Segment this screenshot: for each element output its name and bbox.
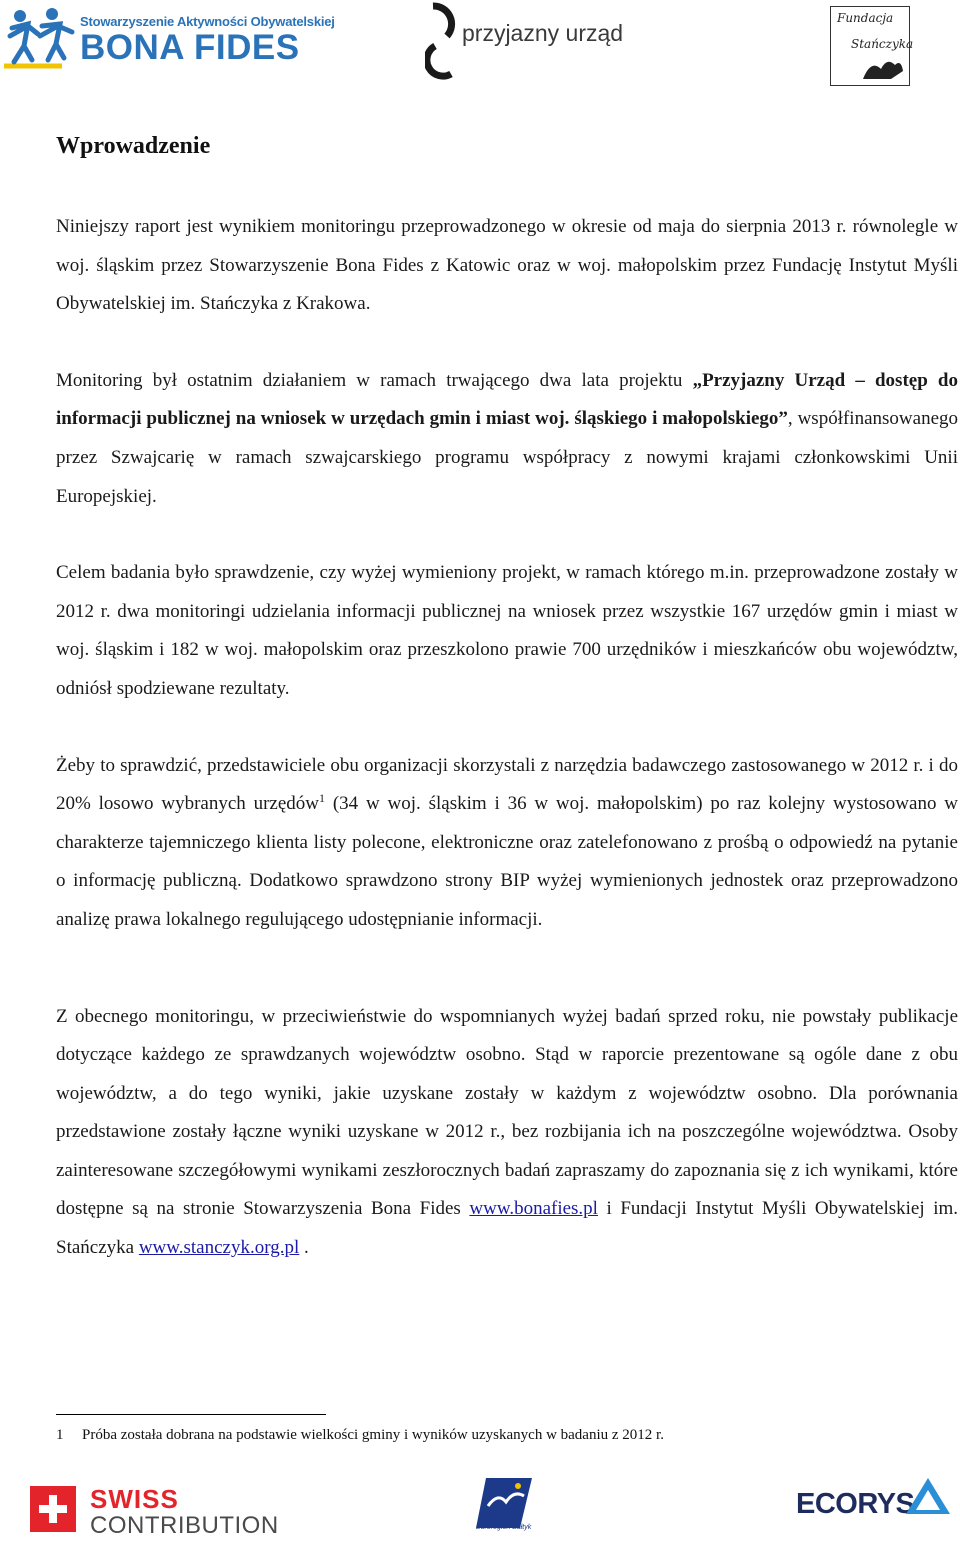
page-title: Wprowadzenie: [56, 133, 211, 159]
paragraph-2-text-b: , współfinansowanego przez Szwajcarię w ramach szwajcarskiego programu współpracy z nowymi krajami członkowskimi Unii Europejskiej.: [56, 408, 959, 507]
paragraph-5-text-a: Z obecnego monitoringu, w przeciwieństwie do wspomnianych wyżej badań sprzed roku, nie powstały publikacje dotyczące każdego ze sprawdzanych województw osobno. Stąd w raporcie prezentowane są ogóle dane z obu województw, a do tego wyniki, jakie uzyskane zostały w każdym z województw osobno. Dla porównania przedstawione zostały łączne wyniki uzyskane w 2012 r., bez rozbijania ich na poszczególne województwa. Osoby zainteresowane szczegółowymi wynikami zeszłorocznych badań zapraszamy do zapoznania się z ich wynikami, które dostępne są na stronie Stowarzyszenia Bona Fides: [56, 1005, 958, 1220]
euroregion-label: Euroregion Bałtyk: [476, 1524, 532, 1531]
document-body: [56, 130, 958, 1268]
paragraph-5: [56, 998, 958, 1268]
ecorys-logo: ECORYS: [796, 1488, 915, 1520]
stanczyk-link[interactable]: www.stanczyk.org.pl: [138, 1237, 300, 1259]
footnote-text: Próba została dobrana na podstawie wielkości gminy i wyników uzyskanych w badaniu z 2012 r.: [82, 1427, 664, 1443]
page-footer: [0, 1460, 960, 1549]
paragraph-4-text-a: Żeby to sprawdzić, przedstawiciele obu organizacji skorzystali z narzędzia badawczego zastosowanego w 2012 r. i do 20% losowo wybranych urzędów: [56, 754, 958, 815]
ecorys-triangle-icon: [904, 1476, 952, 1516]
jester-figure-icon: [861, 55, 905, 83]
paragraph-1: Niniejszy raport jest wynikiem monitoringu przeprowadzonego w okresie od maja do sierpnia 2013 r. równolegle w woj. śląskim przez Stowarzyszenie Bona Fides z Katowic oraz w woj. małopolskim przez Fundację Instytut Myśli Obywatelskiej im. Stańczyka z Krakowa.: [56, 216, 958, 315]
paragraph-4-text-b: (34 w woj. śląskim i 36 w woj. małopolskim) po raz kolejny wystosowano w charakterze tajemniczego klienta listy polecone, elektroniczne oraz zatelefonowano z prośbą o odpowiedź na pytanie o informację publiczną. Dodatkowo sprawdzono strony BIP wyżej wymienionych jednostek oraz przeprowadzono analizę prawa lokalnego regulującego udostępnianie informacji.: [56, 793, 958, 930]
paragraph-2-text-a: Monitoring był ostatnim działaniem w ramach trwającego dwa lata projektu: [56, 369, 693, 391]
paragraph-5-text-c: .: [299, 1237, 309, 1259]
fundacja-line1: Fundacja: [837, 11, 894, 25]
swiss-line2: CONTRIBUTION: [90, 1512, 279, 1539]
przyjazny-urzad-logo: [425, 0, 635, 80]
bonafides-link[interactable]: www.bonafies.pl: [469, 1198, 598, 1220]
footnote-separator: [56, 1414, 326, 1415]
project-name: „Przyjazny Urząd – dostęp do informacji publicznej na wniosek w urzędach gmin i miast woj. śląskiego i małopolskiego”: [56, 369, 958, 430]
footnote: [56, 1427, 664, 1444]
bona-fides-name: BONA FIDES: [80, 28, 300, 67]
paragraph-2: [56, 362, 958, 516]
swiss-contribution-logo: [30, 1474, 290, 1539]
bona-fides-figures-icon: [2, 6, 78, 70]
swiss-flag-icon: [30, 1486, 76, 1532]
paragraph-4: [56, 747, 958, 940]
fundacja-stanczyka-logo: [830, 6, 914, 86]
bona-fides-tagline: Stowarzyszenie Aktywności Obywatelskiej: [80, 14, 335, 29]
paragraph-3: Celem badania było sprawdzenie, czy wyżej wymieniony projekt, w ramach którego m.in. przeprowadzone zostały w 2012 r. dwa monitoringi udzielania informacji publicznej na wniosek przez wszystkie 167 urzędów gmin i miast w woj. śląskim i 182 w woj. małopolskim oraz przeszkolono prawie 700 urzędników i mieszkańców obu województw, odniósł spodziewane rezultaty.: [56, 562, 958, 699]
swiss-line1: SWISS: [90, 1484, 179, 1514]
page-header: [0, 0, 960, 100]
fundacja-line2: Stańczyka: [851, 37, 914, 51]
przyjazny-urzad-name: przyjazny urząd: [462, 20, 624, 46]
paragraph-5-text-b: i Fundacji Instytut Myśli Obywatelskiej im. Stańczyka: [56, 1198, 959, 1259]
bona-fides-logo: [0, 2, 335, 72]
przyjazny-urzad-mark-icon: [425, 0, 465, 80]
footnote-number: 1: [56, 1427, 64, 1443]
footnote-reference[interactable]: 1: [319, 791, 326, 806]
